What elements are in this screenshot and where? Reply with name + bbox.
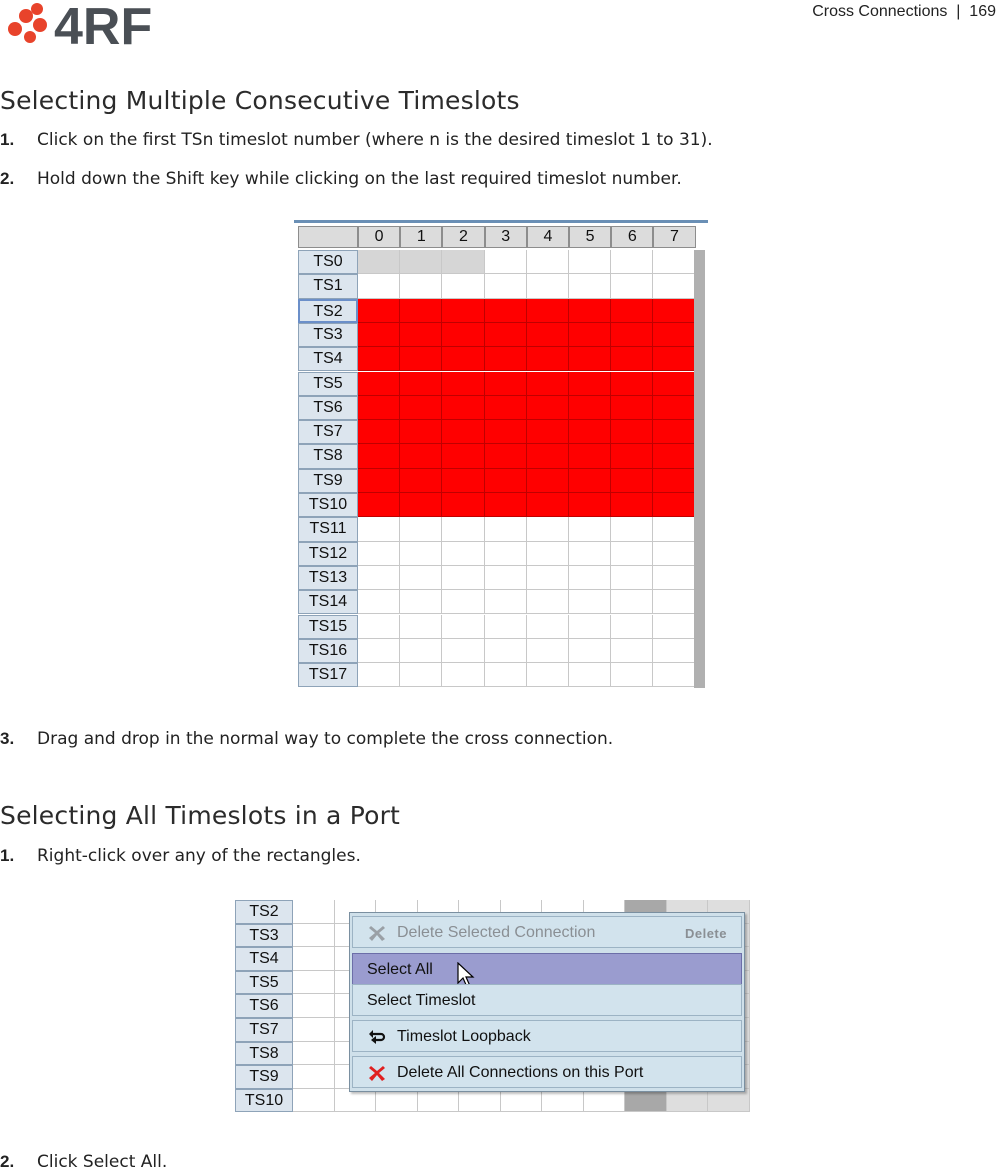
timeslot-cell[interactable] (653, 372, 695, 396)
timeslot-cell[interactable] (542, 1089, 584, 1113)
timeslot-cell[interactable] (358, 323, 400, 347)
timeslot-cell[interactable] (527, 299, 569, 323)
timeslot-cell[interactable] (293, 1042, 335, 1066)
timeslot-cell[interactable] (611, 420, 653, 444)
timeslot-cell[interactable] (293, 947, 335, 971)
timeslot-cell[interactable] (611, 663, 653, 687)
timeslot-cell[interactable] (667, 1089, 709, 1113)
timeslot-cell[interactable] (527, 566, 569, 590)
timeslot-cell[interactable] (442, 250, 484, 274)
timeslot-cell[interactable] (442, 299, 484, 323)
timeslot-cell[interactable] (625, 1089, 667, 1113)
timeslot-cell[interactable] (358, 347, 400, 371)
4rf-logo (4, 0, 184, 50)
timeslot-cell[interactable] (653, 469, 695, 493)
timeslot-cell[interactable] (527, 542, 569, 566)
timeslot-cell[interactable] (485, 493, 527, 517)
timeslot-cell[interactable] (442, 493, 484, 517)
timeslot-cell[interactable] (485, 396, 527, 420)
timeslot-cell[interactable] (653, 299, 695, 323)
timeslot-cell[interactable] (611, 299, 653, 323)
timeslot-cell[interactable] (527, 323, 569, 347)
timeslot-cell[interactable] (569, 396, 611, 420)
column-header[interactable]: 1 (400, 226, 442, 248)
section-heading-all-timeslots: Selecting All Timeslots in a Port (0, 801, 401, 830)
timeslot-cell[interactable] (653, 542, 695, 566)
timeslot-cell[interactable] (485, 615, 527, 639)
timeslot-cell[interactable] (569, 590, 611, 614)
timeslot-cell[interactable] (293, 1065, 335, 1089)
timeslot-cell[interactable] (459, 1089, 501, 1113)
timeslot-cell[interactable] (569, 469, 611, 493)
timeslot-cell[interactable] (442, 517, 484, 541)
timeslot-cell[interactable] (653, 615, 695, 639)
timeslot-cell[interactable] (485, 542, 527, 566)
row-header[interactable]: TS9 (298, 469, 358, 493)
timeslot-cell[interactable] (501, 1089, 543, 1113)
timeslot-cell[interactable] (400, 396, 442, 420)
timeslot-cell[interactable] (569, 517, 611, 541)
column-header[interactable]: 0 (358, 226, 400, 248)
timeslot-cell[interactable] (653, 517, 695, 541)
timeslot-cell[interactable] (653, 590, 695, 614)
timeslot-cell[interactable] (485, 372, 527, 396)
timeslot-cell[interactable] (653, 250, 695, 274)
row-header[interactable]: TS10 (298, 493, 358, 517)
timeslot-cell[interactable] (442, 372, 484, 396)
menu-item-select-all[interactable] (352, 953, 742, 985)
timeslot-cell[interactable] (611, 542, 653, 566)
timeslot-cell[interactable] (358, 517, 400, 541)
timeslot-cell[interactable] (400, 323, 442, 347)
timeslot-grid-screenshot (294, 220, 708, 688)
timeslot-cell[interactable] (527, 372, 569, 396)
timeslot-cell[interactable] (485, 469, 527, 493)
row-header[interactable]: TS1 (298, 274, 358, 298)
timeslot-cell[interactable] (569, 615, 611, 639)
timeslot-cell[interactable] (485, 420, 527, 444)
timeslot-cell[interactable] (611, 493, 653, 517)
timeslot-cell[interactable] (442, 542, 484, 566)
row-header[interactable]: TS15 (298, 615, 358, 639)
timeslot-cell[interactable] (653, 493, 695, 517)
menu-item-label: Delete All Connections on this Port (397, 1064, 644, 1081)
row-header[interactable]: TS8 (298, 444, 358, 468)
timeslot-cell[interactable] (527, 396, 569, 420)
timeslot-cell[interactable] (653, 663, 695, 687)
timeslot-cell[interactable] (293, 994, 335, 1018)
menu-item-label: Select All (367, 961, 433, 978)
vertical-scrollbar[interactable] (694, 250, 705, 688)
menu-item-delete-all-connections[interactable] (352, 1056, 742, 1088)
timeslot-cell[interactable] (485, 639, 527, 663)
timeslot-cell[interactable] (335, 1089, 377, 1113)
step-text: Click Select All. (37, 1152, 168, 1172)
row-header[interactable]: TS8 (235, 1042, 293, 1066)
timeslot-cell[interactable] (653, 274, 695, 298)
timeslot-cell[interactable] (358, 299, 400, 323)
timeslot-cell[interactable] (527, 517, 569, 541)
timeslot-cell[interactable] (400, 663, 442, 687)
row-header[interactable]: TS5 (235, 971, 293, 995)
timeslot-cell[interactable] (485, 663, 527, 687)
timeslot-cell[interactable] (400, 274, 442, 298)
timeslot-cell[interactable] (569, 639, 611, 663)
timeslot-cell[interactable] (442, 590, 484, 614)
column-header[interactable]: 6 (611, 226, 653, 248)
timeslot-cell[interactable] (442, 396, 484, 420)
row-header[interactable]: TS14 (298, 590, 358, 614)
timeslot-cell[interactable] (400, 493, 442, 517)
row-header[interactable]: TS11 (298, 517, 358, 541)
timeslot-cell[interactable] (358, 469, 400, 493)
timeslot-cell[interactable] (442, 566, 484, 590)
row-header[interactable]: TS6 (235, 994, 293, 1018)
step-text: Drag and drop in the normal way to complete the cross connection. (37, 729, 614, 749)
timeslot-cell[interactable] (611, 590, 653, 614)
column-header[interactable]: 7 (653, 226, 695, 248)
timeslot-cell[interactable] (611, 250, 653, 274)
step-number: 2. (0, 169, 15, 188)
context-menu-screenshot (235, 899, 767, 1113)
timeslot-cell[interactable] (358, 250, 400, 274)
timeslot-cell[interactable] (611, 347, 653, 371)
row-header[interactable]: TS12 (298, 542, 358, 566)
row-header[interactable]: TS4 (235, 947, 293, 971)
timeslot-cell[interactable] (527, 274, 569, 298)
menu-item-select-timeslot[interactable] (352, 984, 742, 1016)
column-header[interactable]: 5 (569, 226, 611, 248)
row-header[interactable]: TS6 (298, 396, 358, 420)
timeslot-cell[interactable] (485, 444, 527, 468)
timeslot-cell[interactable] (611, 615, 653, 639)
menu-item-label: Select Timeslot (367, 992, 476, 1009)
timeslot-cell[interactable] (358, 274, 400, 298)
timeslot-cell[interactable] (569, 566, 611, 590)
timeslot-cell[interactable] (293, 1089, 335, 1113)
step-number: 1. (0, 130, 15, 149)
row-header[interactable]: TS9 (235, 1065, 293, 1089)
timeslot-cell[interactable] (442, 420, 484, 444)
timeslot-cell[interactable] (569, 444, 611, 468)
timeslot-cell[interactable] (358, 615, 400, 639)
step-number: 1. (0, 846, 15, 865)
timeslot-cell[interactable] (527, 493, 569, 517)
row-header[interactable]: TS0 (298, 250, 358, 274)
timeslot-cell[interactable] (569, 299, 611, 323)
timeslot-cell[interactable] (293, 971, 335, 995)
timeslot-cell[interactable] (611, 372, 653, 396)
menu-item-timeslot-loopback[interactable] (352, 1020, 742, 1052)
section-heading-consecutive: Selecting Multiple Consecutive Timeslots (0, 86, 520, 115)
timeslot-cell[interactable] (400, 250, 442, 274)
timeslot-cell[interactable] (358, 590, 400, 614)
timeslot-cell[interactable] (611, 444, 653, 468)
timeslot-cell[interactable] (569, 542, 611, 566)
timeslot-cell[interactable] (611, 274, 653, 298)
timeslot-cell[interactable] (400, 299, 442, 323)
timeslot-cell[interactable] (653, 347, 695, 371)
column-header[interactable]: 4 (527, 226, 569, 248)
row-header[interactable]: TS10 (235, 1089, 293, 1113)
timeslot-cell[interactable] (611, 639, 653, 663)
timeslot-cell[interactable] (485, 347, 527, 371)
step-text: Right-click over any of the rectangles. (37, 846, 361, 866)
timeslot-cell[interactable] (358, 372, 400, 396)
timeslot-cell[interactable] (293, 1018, 335, 1042)
timeslot-cell[interactable] (400, 542, 442, 566)
context-menu (349, 912, 745, 1092)
timeslot-cell[interactable] (527, 639, 569, 663)
timeslot-cell[interactable] (653, 396, 695, 420)
row-header[interactable]: TS16 (298, 639, 358, 663)
timeslot-cell[interactable] (400, 420, 442, 444)
timeslot-cell[interactable] (569, 323, 611, 347)
timeslot-cell[interactable] (527, 615, 569, 639)
timeslot-cell[interactable] (358, 493, 400, 517)
timeslot-cell[interactable] (611, 323, 653, 347)
timeslot-cell[interactable] (485, 517, 527, 541)
timeslot-cell[interactable] (611, 396, 653, 420)
row-header[interactable]: TS2 (235, 900, 293, 924)
timeslot-cell[interactable] (653, 420, 695, 444)
timeslot-cell[interactable] (708, 1089, 750, 1113)
delete-icon (367, 923, 387, 943)
timeslot-cell[interactable] (569, 663, 611, 687)
timeslot-cell[interactable] (485, 323, 527, 347)
timeslot-cell[interactable] (400, 639, 442, 663)
menu-item-label: Delete Selected Connection (397, 924, 596, 941)
step-text: Hold down the Shift key while clicking on the last required timeslot number. (37, 169, 682, 189)
timeslot-cell[interactable] (376, 1089, 418, 1113)
timeslot-cell[interactable] (569, 420, 611, 444)
row-header[interactable]: TS7 (298, 420, 358, 444)
timeslot-cell[interactable] (611, 469, 653, 493)
row-header[interactable]: TS2 (298, 299, 358, 323)
timeslot-cell[interactable] (442, 469, 484, 493)
timeslot-cell[interactable] (400, 469, 442, 493)
timeslot-cell[interactable] (442, 444, 484, 468)
step-number: 2. (0, 1152, 15, 1171)
timeslot-cell[interactable] (653, 639, 695, 663)
timeslot-cell[interactable] (653, 444, 695, 468)
timeslot-cell[interactable] (293, 900, 335, 924)
timeslot-cell[interactable] (358, 396, 400, 420)
timeslot-cell[interactable] (569, 274, 611, 298)
timeslot-cell[interactable] (442, 347, 484, 371)
timeslot-cell[interactable] (400, 517, 442, 541)
timeslot-cell[interactable] (442, 323, 484, 347)
step-number: 3. (0, 729, 15, 748)
timeslot-cell[interactable] (527, 469, 569, 493)
timeslot-cell[interactable] (400, 444, 442, 468)
page-header-section: Cross Connections | 169 (812, 3, 996, 20)
timeslot-cell[interactable] (485, 566, 527, 590)
row-header[interactable]: TS5 (298, 372, 358, 396)
timeslot-cell[interactable] (527, 420, 569, 444)
timeslot-cell[interactable] (611, 566, 653, 590)
grid-corner (298, 226, 358, 248)
timeslot-cell[interactable] (442, 639, 484, 663)
timeslot-cell[interactable] (527, 250, 569, 274)
timeslot-cell[interactable] (485, 250, 527, 274)
row-header[interactable]: TS3 (235, 924, 293, 948)
loopback-icon (367, 1028, 387, 1046)
svg-text:4RF: 4RF (54, 0, 153, 50)
timeslot-cell[interactable] (527, 590, 569, 614)
column-header[interactable]: 2 (442, 226, 484, 248)
timeslot-cell[interactable] (358, 639, 400, 663)
timeslot-cell[interactable] (653, 323, 695, 347)
timeslot-cell[interactable] (418, 1089, 460, 1113)
menu-item-delete-selected[interactable] (352, 916, 742, 948)
timeslot-cell[interactable] (569, 372, 611, 396)
row-header[interactable]: TS4 (298, 347, 358, 371)
step-text: Click on the first TSn timeslot number (where n is the desired timeslot 1 to 31). (37, 130, 713, 150)
timeslot-cell[interactable] (442, 615, 484, 639)
timeslot-cell[interactable] (527, 444, 569, 468)
timeslot-cell[interactable] (358, 663, 400, 687)
row-header[interactable]: TS3 (298, 323, 358, 347)
timeslot-cell[interactable] (442, 663, 484, 687)
timeslot-cell[interactable] (611, 517, 653, 541)
timeslot-cell[interactable] (400, 372, 442, 396)
delete-all-icon (367, 1063, 387, 1083)
timeslot-cell[interactable] (527, 347, 569, 371)
timeslot-cell[interactable] (400, 566, 442, 590)
menu-item-label: Timeslot Loopback (397, 1028, 531, 1045)
timeslot-cell[interactable] (485, 299, 527, 323)
timeslot-cell[interactable] (653, 566, 695, 590)
row-header[interactable]: TS17 (298, 663, 358, 687)
timeslot-cell[interactable] (569, 493, 611, 517)
timeslot-cell[interactable] (442, 274, 484, 298)
timeslot-cell[interactable] (584, 1089, 626, 1113)
timeslot-cell[interactable] (400, 347, 442, 371)
timeslot-cell[interactable] (400, 615, 442, 639)
timeslot-cell[interactable] (358, 420, 400, 444)
timeslot-cell[interactable] (485, 274, 527, 298)
timeslot-cell[interactable] (293, 924, 335, 948)
timeslot-cell[interactable] (485, 590, 527, 614)
timeslot-cell[interactable] (358, 566, 400, 590)
column-header[interactable]: 3 (485, 226, 527, 248)
menu-item-shortcut: Delete (684, 926, 727, 941)
row-header[interactable]: TS7 (235, 1018, 293, 1042)
timeslot-cell[interactable] (569, 347, 611, 371)
row-header[interactable]: TS13 (298, 566, 358, 590)
timeslot-cell[interactable] (400, 590, 442, 614)
timeslot-cell[interactable] (569, 250, 611, 274)
timeslot-cell[interactable] (527, 663, 569, 687)
timeslot-cell[interactable] (358, 542, 400, 566)
timeslot-cell[interactable] (358, 444, 400, 468)
